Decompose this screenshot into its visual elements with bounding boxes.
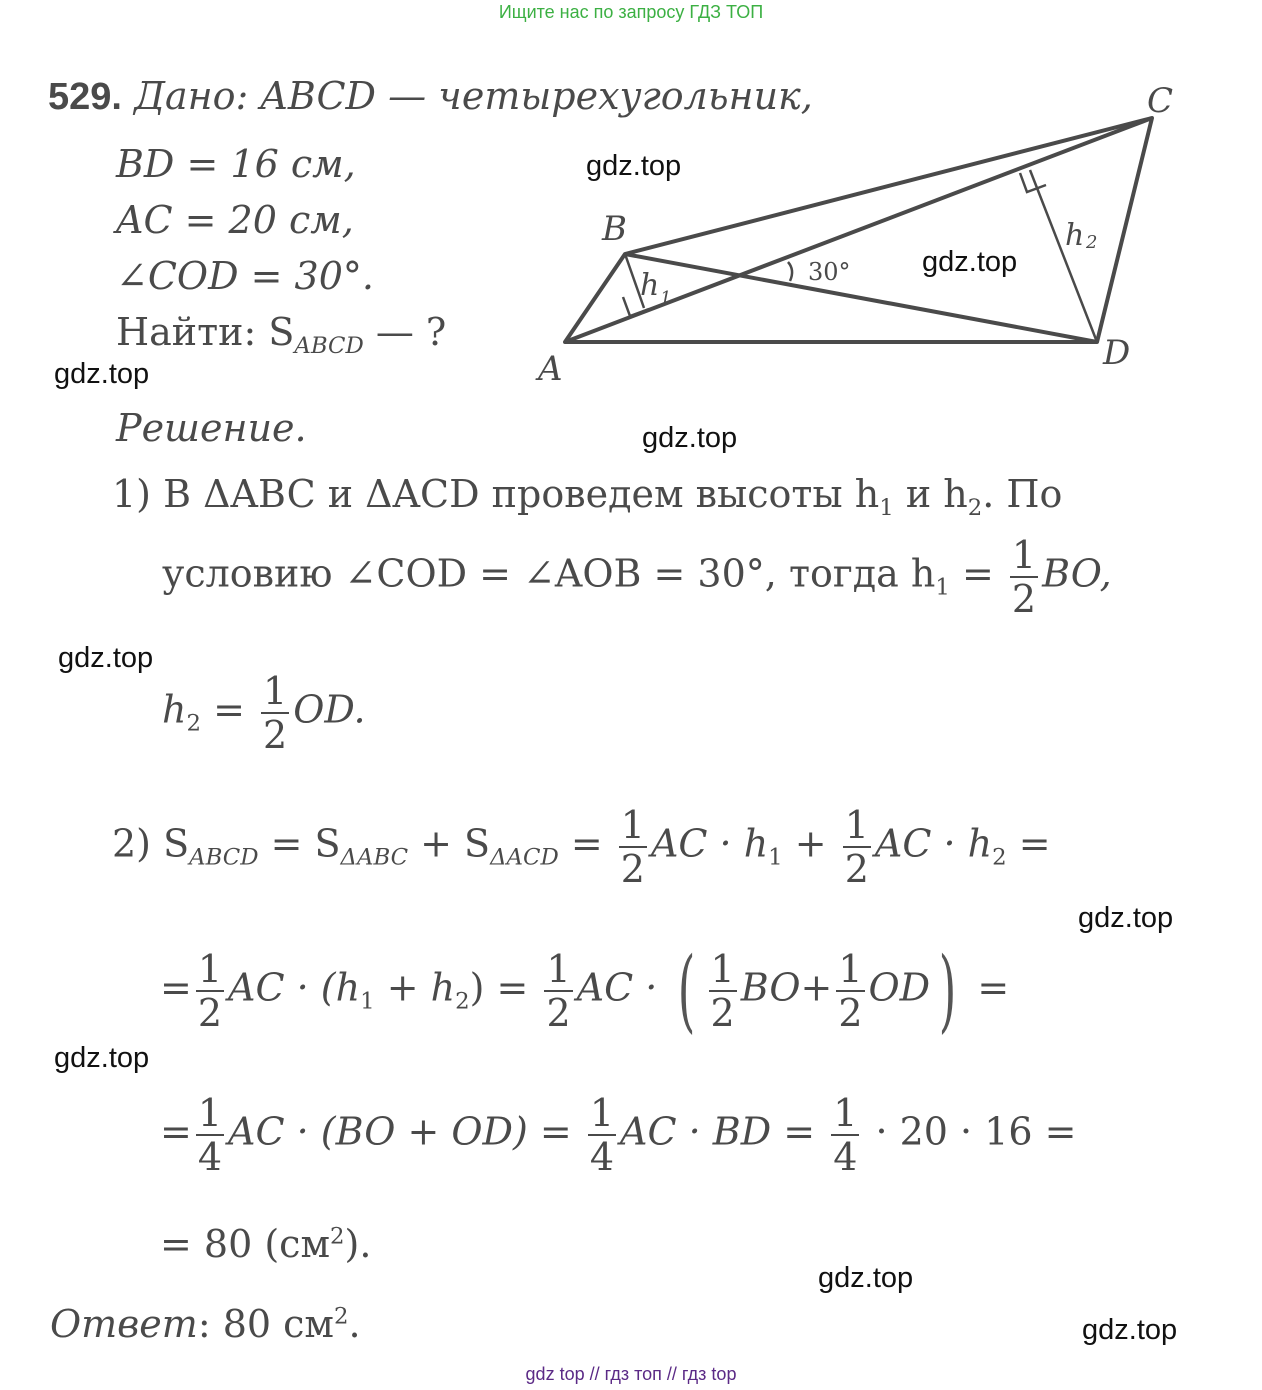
angle-label: 30°	[808, 258, 851, 286]
denominator: 2	[1011, 577, 1037, 621]
step1-condition: условию ∠COD = ∠AOB = 30°, тогда h	[162, 551, 936, 596]
s-end: =	[1006, 821, 1051, 866]
h2-label: h	[1065, 218, 1085, 253]
step2-line3	[160, 1091, 1077, 1179]
s-term1-sub: 1	[768, 844, 783, 871]
fraction-quarter	[196, 1091, 224, 1179]
watermark: gdz.top	[818, 1262, 914, 1294]
h2-sub-label: 2	[1086, 232, 1098, 253]
answer-end: .	[348, 1302, 361, 1346]
answer-value: : 80 см	[197, 1302, 334, 1346]
vertex-a-label: A	[538, 349, 563, 389]
result-text: = 80 (см	[160, 1222, 331, 1266]
header-search-link[interactable]: Ищите нас по запросу ГДЗ ТОП	[498, 2, 764, 22]
fraction-half	[836, 947, 864, 1035]
h1-label: h	[640, 268, 660, 303]
denominator: 2	[844, 847, 869, 891]
numerator: 1	[263, 669, 288, 713]
result-sup: 2	[330, 1223, 345, 1250]
vertex-c-label: C	[1147, 81, 1174, 121]
fraction-half	[619, 803, 647, 891]
numerator: 1	[589, 1091, 615, 1135]
step1-condition-sub: 1	[935, 574, 950, 601]
find-label: Найти: S	[116, 310, 295, 354]
denominator: 2	[197, 991, 223, 1035]
step1-line2	[162, 533, 1112, 621]
eq-close: ) =	[469, 965, 541, 1010]
problem-number: 529.	[48, 76, 122, 118]
fraction-half	[1010, 533, 1038, 621]
vertex-b-label: B	[602, 209, 627, 249]
denominator: 2	[620, 847, 645, 891]
fraction-half	[709, 947, 737, 1035]
eq-od: OD	[868, 965, 931, 1010]
denominator: 2	[838, 991, 863, 1035]
step1-condition-eq: =	[949, 551, 1006, 596]
numerator: 1	[710, 947, 735, 991]
fraction-half	[544, 947, 572, 1035]
s-term1: AC · h	[650, 821, 769, 866]
s-acd-sub: ΔACD	[490, 844, 559, 871]
step1-sub1: 1	[879, 494, 894, 521]
eq-sub1: 1	[360, 988, 375, 1015]
step2-result	[160, 1222, 371, 1266]
watermark: gdz.top	[1078, 902, 1174, 934]
quadrilateral-diagram	[530, 70, 1220, 400]
result-tail: ).	[344, 1222, 372, 1266]
step1-text: 1) В ΔABC и ΔACD проведем высоты h	[112, 472, 880, 516]
step2-line1	[112, 803, 1051, 891]
watermark: gdz.top	[922, 246, 1018, 278]
eq-term1: AC · (h	[228, 965, 361, 1010]
numerator: 1	[844, 803, 869, 847]
denominator: 2	[263, 713, 288, 757]
s-start: 2) S	[112, 821, 190, 866]
diagonal-bd	[625, 254, 1097, 342]
s-abc-sub: ΔABC	[340, 844, 409, 871]
watermark: gdz.top	[1082, 1314, 1178, 1346]
denominator: 4	[833, 1135, 858, 1179]
numerator: 1	[197, 947, 223, 991]
denominator: 4	[589, 1135, 615, 1179]
eq3-term1: AC · (BO + OD) =	[228, 1109, 584, 1154]
numerator: 1	[833, 1091, 858, 1135]
eq-term2: AC ·	[576, 965, 670, 1010]
step1-line1	[112, 472, 1063, 521]
h2-tail: OD.	[293, 687, 366, 732]
fraction-quarter	[588, 1091, 616, 1179]
height-h2	[1030, 170, 1097, 342]
angle-arc	[788, 262, 792, 281]
solution-title: Решение.	[116, 406, 307, 450]
eq-plus: + h	[374, 965, 456, 1010]
s-plus2: +	[782, 821, 839, 866]
watermark: gdz.top	[642, 422, 738, 454]
eq-end: =	[965, 965, 1010, 1010]
footer-links[interactable]: gdz top // гдз топ // гдз top	[525, 1364, 737, 1384]
right-paren: )	[938, 938, 957, 1043]
fraction-quarter	[831, 1091, 859, 1179]
numerator: 1	[1011, 533, 1037, 577]
find-line	[116, 310, 447, 359]
eq-sub2: 2	[455, 988, 470, 1015]
numerator: 1	[546, 947, 571, 991]
given-label: Дано	[134, 74, 236, 118]
fraction-half	[261, 669, 289, 757]
step1-sub2: 2	[967, 494, 983, 521]
watermark: gdz.top	[54, 1042, 150, 1074]
h2-sub: 2	[186, 710, 201, 737]
s-abcd-sub: ABCD	[189, 844, 259, 871]
h2-symbol: h	[162, 687, 187, 732]
find-tail: — ?	[363, 310, 447, 354]
denominator: 2	[710, 991, 735, 1035]
step1-condition-tail: BO,	[1042, 551, 1112, 596]
step1-tail: . По	[982, 472, 1063, 516]
s-term2: AC · h	[874, 821, 993, 866]
left-paren: (	[678, 938, 696, 1043]
vertex-d-label: D	[1103, 333, 1131, 373]
denominator: 4	[197, 1135, 223, 1179]
answer-sup: 2	[333, 1303, 349, 1330]
answer-label: Ответ	[50, 1302, 198, 1346]
numerator: 1	[620, 803, 645, 847]
s-plus: + S	[408, 821, 491, 866]
watermark: gdz.top	[58, 642, 154, 674]
step1-line3	[162, 669, 366, 757]
numerator: 1	[197, 1091, 223, 1135]
given-angle: ∠COD = 30°.	[116, 254, 374, 298]
answer-line	[50, 1302, 361, 1346]
fraction-half	[196, 947, 224, 1035]
denominator: 2	[546, 991, 571, 1035]
eq3-term2: AC · BD =	[620, 1109, 828, 1154]
s-eq2: =	[558, 821, 615, 866]
numerator: 1	[838, 947, 863, 991]
given-bd: BD = 16 см,	[116, 142, 356, 186]
eq3-term3: · 20 · 16 =	[863, 1109, 1077, 1154]
fraction-half	[843, 803, 871, 891]
eq-start: =	[160, 965, 192, 1010]
find-sub: ABCD	[294, 332, 364, 359]
eq3-start: =	[160, 1109, 192, 1154]
h1-sub-label: 1	[660, 288, 672, 309]
given-statement: : ABCD — четырехугольник,	[235, 74, 813, 118]
watermark: gdz.top	[54, 358, 150, 390]
s-eq1: = S	[258, 821, 341, 866]
step1-mid: и h	[893, 472, 968, 516]
s-term2-sub: 2	[992, 844, 1007, 871]
given-ac: AC = 20 см,	[116, 198, 354, 242]
h2-eq: =	[201, 687, 257, 732]
eq-bo: BO+	[740, 965, 833, 1010]
watermark: gdz.top	[586, 150, 682, 182]
step2-line2	[160, 938, 1010, 1043]
